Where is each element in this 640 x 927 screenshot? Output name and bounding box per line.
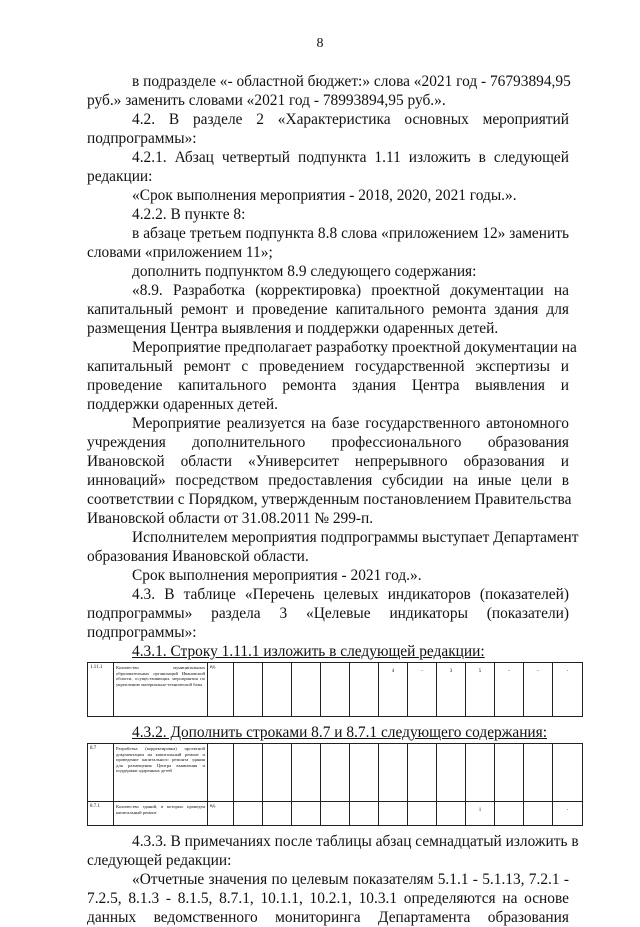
page-number: 8 — [316, 36, 324, 51]
text-line: редакции: — [87, 168, 153, 185]
value-cell — [292, 663, 321, 717]
value-cell: 3 — [437, 663, 466, 717]
value-cell — [524, 744, 553, 802]
text-line: в подразделе «- областной бюджет:» слова «2021 год - 76793894,95 — [132, 73, 571, 90]
text-line: Срок выполнения мероприятия - 2021 год.». — [132, 567, 422, 584]
text-line: капитальный ремонт и проведение капитального ремонта здания для — [87, 301, 569, 318]
value-cell — [234, 744, 263, 802]
value-cell — [321, 663, 350, 717]
table-row — [88, 663, 583, 717]
unit-cell — [208, 744, 234, 802]
text-line: соответствии с Порядком, утвержденным постановлением Правительства — [87, 491, 572, 508]
text-line: подпрограммы»: — [87, 624, 197, 641]
value-cell: - — [553, 802, 583, 826]
text-line: поддержки одаренных детей. — [87, 396, 278, 413]
text-line: Исполнителем мероприятия подпрограммы выступает Департамент — [132, 529, 579, 546]
text-line: «Срок выполнения мероприятия - 2018, 2020, 2021 годы.». — [132, 187, 517, 204]
value-cell — [408, 802, 437, 826]
table-row — [88, 802, 583, 826]
value-cell — [292, 802, 321, 826]
text-line: инноваций» посредством предоставления субсидии на иные цели в — [87, 472, 569, 489]
indicator-table-1 — [87, 662, 583, 717]
indicator-name: Разработка (корректировка) проектной документации на капитальный ремонт и проведение капитального ремонта здания для размещения Центра выявления и поддержки одаренных детей — [114, 744, 208, 802]
text-line: 4.2.2. В пункте 8: — [132, 206, 246, 223]
value-cell — [263, 663, 292, 717]
indicator-name: Количество муниципальных образовательных организаций Ивановской области, осуществляющих мероприятия по укреплению материально-технической базы — [114, 663, 208, 717]
text-line: учреждения дополнительного профессионального образования — [87, 434, 569, 451]
row-number: 1.11.1 — [88, 663, 114, 717]
value-cell: - — [495, 663, 524, 717]
value-cell — [437, 802, 466, 826]
value-cell — [379, 802, 408, 826]
text-line: образования Ивановской области. — [87, 548, 309, 565]
text-line: дополнить подпунктом 8.9 следующего содержания: — [132, 263, 477, 280]
value-cell — [524, 802, 553, 826]
value-cell: - — [408, 663, 437, 717]
value-cell — [379, 744, 408, 802]
text-line: Мероприятие реализуется на базе государственного автономного — [132, 415, 569, 432]
unit-cell: ед. — [208, 802, 234, 826]
value-cell — [553, 744, 583, 802]
value-cell: - — [524, 663, 553, 717]
text-line: 4.2. В разделе 2 «Характеристика основных мероприятий — [132, 111, 569, 128]
value-cell — [495, 802, 524, 826]
value-cell — [263, 744, 292, 802]
text-line: Мероприятие предполагает разработку проектной документации на — [132, 339, 577, 356]
text-line: подпрограммы»: — [87, 130, 197, 147]
indicator-name: Количество зданий, в которых проведен капитальный ремонт — [114, 802, 208, 826]
text-line: 7.2.5, 8.1.3 - 8.1.5, 8.7.1, 10.1.1, 10.2.1, 10.3.1 определяются на основе — [87, 890, 569, 907]
text-line: 4.3.2. Дополнить строками 8.7 и 8.7.1 следующего содержания: — [132, 724, 548, 741]
value-cell — [292, 744, 321, 802]
value-cell: - — [553, 663, 583, 717]
value-cell — [234, 663, 263, 717]
value-cell: 4 — [379, 663, 408, 717]
value-cell — [495, 744, 524, 802]
text-line: «8.9. Разработка (корректировка) проектной документации на — [132, 282, 569, 299]
text-line: данных ведомственного мониторинга Департамента образования — [87, 909, 569, 926]
text-line: капитальный ремонт с проведением государственной экспертизы и — [87, 358, 569, 375]
text-line: следующей редакции: — [87, 852, 232, 869]
value-cell: 5 — [466, 663, 495, 717]
value-cell — [466, 744, 495, 802]
value-cell — [263, 802, 292, 826]
text-line: 4.3.1. Строку 1.11.1 изложить в следующей редакции: — [132, 643, 485, 660]
text-line: 4.2.1. Абзац четвертый подпункта 1.11 изложить в следующей — [132, 149, 569, 166]
value-cell — [350, 802, 379, 826]
indicator-table-2 — [87, 743, 583, 826]
row-number: 8.7 — [88, 744, 114, 802]
text-line: Ивановской области от 31.08.2011 № 299-п. — [87, 510, 374, 527]
value-cell — [437, 744, 466, 802]
row-number: 8.7.1 — [88, 802, 114, 826]
text-line: подпрограммы» раздела 3 «Целевые индикаторы (показатели) — [87, 605, 569, 622]
text-line: Ивановской области «Университет непрерывного образования и — [87, 453, 569, 470]
text-line: руб.» заменить словами «2021 год - 78993894,95 руб.». — [87, 92, 446, 109]
value-cell — [350, 663, 379, 717]
table-row — [88, 744, 583, 802]
text-line: проведение капитального ремонта здания Центра выявления и — [87, 377, 569, 394]
text-line: в абзаце третьем подпункта 8.8 слова «приложением 12» заменить — [132, 225, 569, 242]
value-cell — [321, 744, 350, 802]
value-cell — [234, 802, 263, 826]
text-line: размещения Центра выявления и поддержки одаренных детей. — [87, 320, 499, 337]
value-cell — [321, 802, 350, 826]
text-line: «Отчетные значения по целевым показателям 5.1.1 - 5.1.13, 7.2.1 - — [132, 871, 569, 888]
value-cell — [350, 744, 379, 802]
text-line: словами «приложением 11»; — [87, 244, 273, 261]
value-cell: 1 — [466, 802, 495, 826]
text-line: 4.3.3. В примечаниях после таблицы абзац семнадцатый изложить в — [132, 833, 579, 850]
value-cell — [408, 744, 437, 802]
text-line: 4.3. В таблице «Перечень целевых индикаторов (показателей) — [132, 586, 569, 603]
unit-cell: ед. — [208, 663, 234, 717]
